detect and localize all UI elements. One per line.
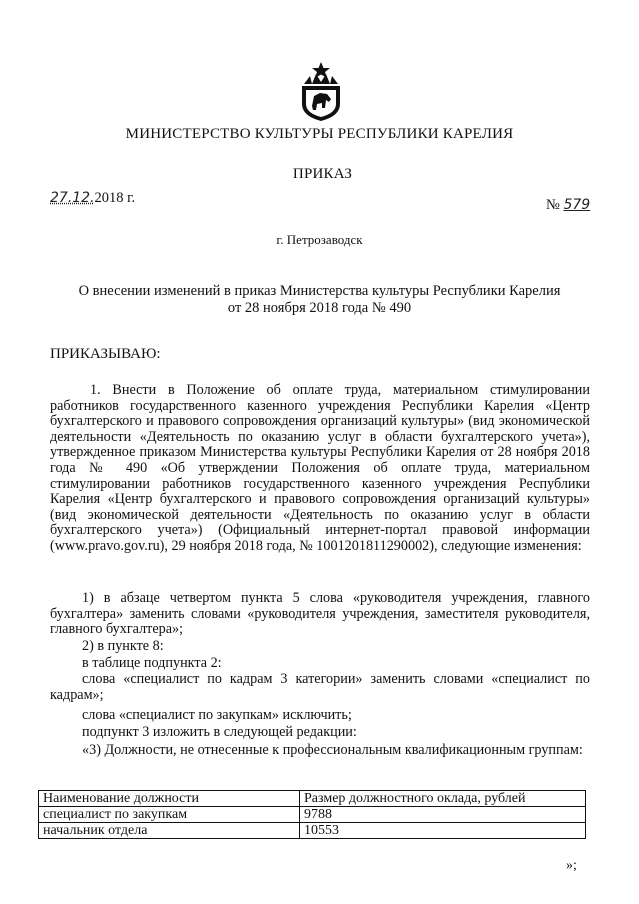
ministry-name: МИНИСТЕРСТВО КУЛЬТУРЫ РЕСПУБЛИКИ КАРЕЛИЯ [125,126,514,142]
table-row [39,807,586,823]
table-row [39,823,586,839]
document-date [50,190,135,207]
table-header-cell: Размер должностного оклада, рублей [300,791,586,807]
table-header-cell: Наименование должности [39,791,300,807]
table-header-row [39,791,586,807]
document-type: ПРИКАЗ [292,166,353,182]
order-word: ПРИКАЗЫВАЮ: [50,346,161,362]
paragraph-8: «3) Должности, не отнесенные к профессиональным квалификационным группам: [82,742,583,758]
city: г. Петрозаводск [276,232,363,247]
date-year: 2018 г. [94,190,136,206]
table-cell: 9788 [300,807,586,823]
paragraph-2: 1) в абзаце четвертом пункта 5 слова «руководителя учреждения, главного бухгалтера» заменить словами «руководителя учреждения, заместителя руководителя, главного бухгалтера»; [50,590,590,638]
paragraph-7: подпункт 3 изложить в следующей редакции: [82,724,357,740]
paragraph-5: слова «специалист по кадрам 3 категории» заменить словами «специалист по кадрам»; [50,671,590,703]
closing-quote-mark: »; [566,858,577,873]
table-cell: начальник отдела [39,823,300,839]
handwritten-date: 27.12. [50,190,95,206]
table-cell: специалист по закупкам [39,807,300,823]
handwritten-number: 579 [563,197,591,213]
table-cell: 10553 [300,823,586,839]
paragraph-4: в таблице подпункта 2: [82,655,222,671]
document-subject [0,283,639,317]
paragraph-3: 2) в пункте 8: [82,638,164,654]
karelia-coat-of-arms-icon [298,62,344,122]
positions-table [38,790,586,839]
paragraph-6: слова «специалист по закупкам» исключить; [82,707,352,723]
subject-line-2: от 28 ноября 2018 года № 490 [227,300,412,316]
document-number [546,197,590,214]
paragraph-1: 1. Внести в Положение об оплате труда, материальном стимулировании работников государственного казенного учреждения Республики Карелия «Центр бухгалтерского и правового сопровождения организаций культуры» (вид экономической деятельности «Деятельность по оказанию услуг в области бухгалтерского учета»), утвержденное приказом Министерства культуры Республики Карелия от 28 ноября 2018 года № 490 «Об утверждении Положения об оплате труда, материальном стимулировании работников государственного казенного учреждения Республики Карелия «Центр бухгалтерского и правового сопровождения организаций культуры» (вид экономической деятельности «Деятельность по оказанию услуг в области бухгалтерского учета») (Официальный интернет-портал правовой информации (www.pravo.gov.ru), 29 ноября 2018 года, № 1001201811290002), следующие изменения: [50,382,590,554]
subject-line-1: О внесении изменений в приказ Министерства культуры Республики Карелия [78,283,561,299]
number-prefix: № [546,197,560,213]
